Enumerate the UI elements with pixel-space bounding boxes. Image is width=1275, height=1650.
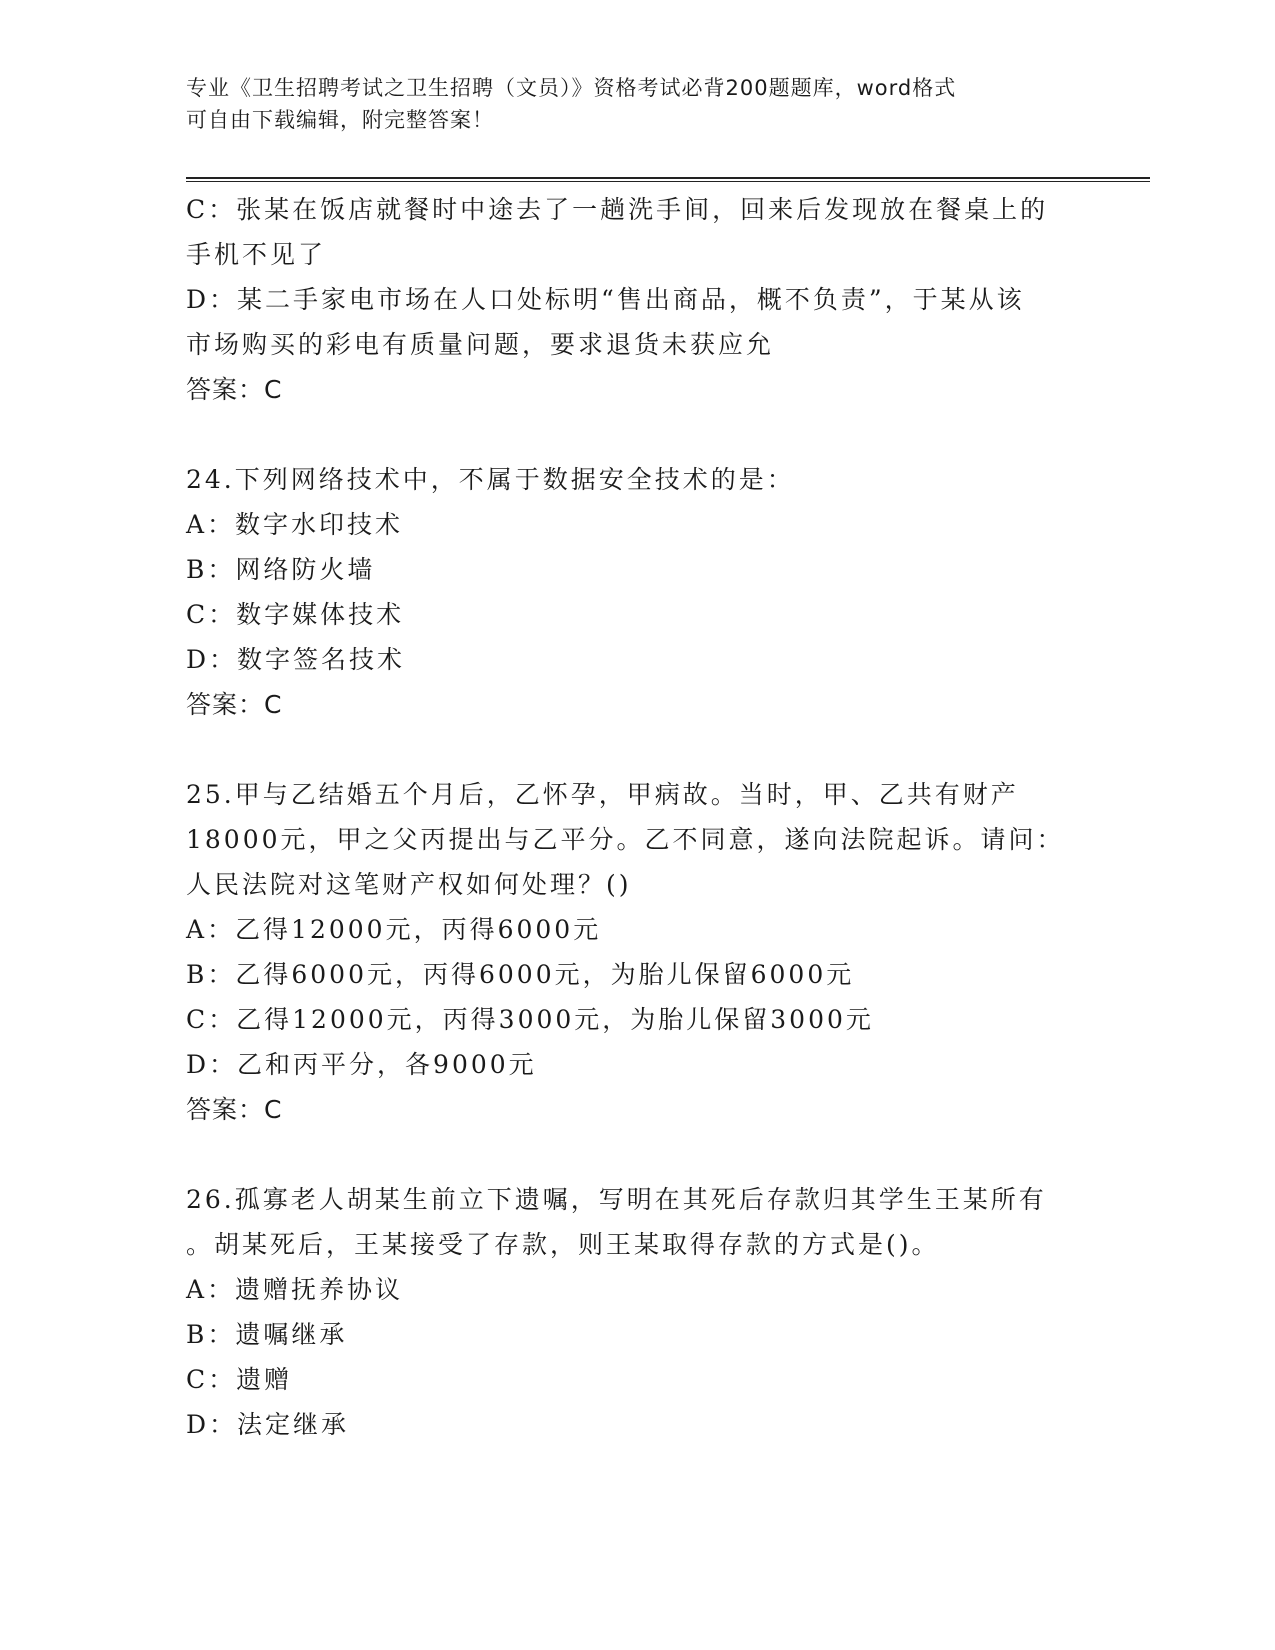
header-title-line-1: 专业《卫生招聘考试之卫生招聘（文员）》资格考试必背200题题库，word格式 — [186, 76, 957, 100]
option-b: B：网络防火墙 — [186, 555, 376, 584]
option-d: D：法定继承 — [186, 1410, 350, 1439]
option-d: D：某二手家电市场在人口处标明“售出商品，概不负责”，于某从该 — [186, 285, 1025, 314]
option-b: B：乙得6000元，丙得6000元，为胎儿保留6000元 — [186, 960, 855, 989]
header-divider-thin — [186, 181, 1150, 182]
question-stem-continued: 。胡某死后，王某接受了存款，则王某取得存款的方式是()。 — [186, 1230, 940, 1259]
question-26 — [186, 1177, 1086, 1447]
option-b: B：遗嘱继承 — [186, 1320, 348, 1349]
question-24 — [186, 457, 1086, 727]
spacer — [186, 412, 1086, 457]
option-c: C：乙得12000元，丙得3000元，为胎儿保留3000元 — [186, 1005, 874, 1034]
header-divider-thick — [186, 177, 1150, 179]
question-stem: 26.孤寡老人胡某生前立下遗嘱，写明在其死后存款归其学生王某所有 — [186, 1185, 1047, 1214]
option-a: A：乙得12000元，丙得6000元 — [186, 915, 602, 944]
spacer — [186, 1132, 1086, 1177]
question-25 — [186, 772, 1086, 1132]
option-a: A：遗赠抚养协议 — [186, 1275, 404, 1304]
answer-label: 答案：C — [186, 375, 283, 404]
answer-label: 答案：C — [186, 1095, 283, 1124]
question-stem: 24.下列网络技术中，不属于数据安全技术的是： — [186, 465, 795, 494]
option-c: C：数字媒体技术 — [186, 600, 405, 629]
option-d-continued: 市场购买的彩电有质量问题，要求退货未获应允 — [186, 330, 775, 359]
question-list — [186, 187, 1086, 1447]
question-stem-continued: 18000元，甲之父丙提出与乙平分。乙不同意，遂向法院起诉。请问： — [186, 825, 1065, 854]
question-stem: 25.甲与乙结婚五个月后，乙怀孕，甲病故。当时，甲、乙共有财产 — [186, 780, 1019, 809]
option-c: C：遗赠 — [186, 1365, 293, 1394]
spacer — [186, 727, 1086, 772]
option-a: A：数字水印技术 — [186, 510, 404, 539]
question-stem-continued: 人民法院对这笔财产权如何处理？() — [186, 870, 632, 899]
question-23-continued — [186, 187, 1086, 412]
answer-label: 答案：C — [186, 690, 283, 719]
option-d: D：乙和丙平分，各9000元 — [186, 1050, 537, 1079]
header-title-line-2: 可自由下载编辑，附完整答案！ — [186, 108, 494, 132]
option-c-continued: 手机不见了 — [186, 240, 327, 269]
document-header — [186, 72, 1066, 136]
option-c: C：张某在饭店就餐时中途去了一趟洗手间，回来后发现放在餐桌上的 — [186, 195, 1049, 224]
option-d: D：数字签名技术 — [186, 645, 406, 674]
